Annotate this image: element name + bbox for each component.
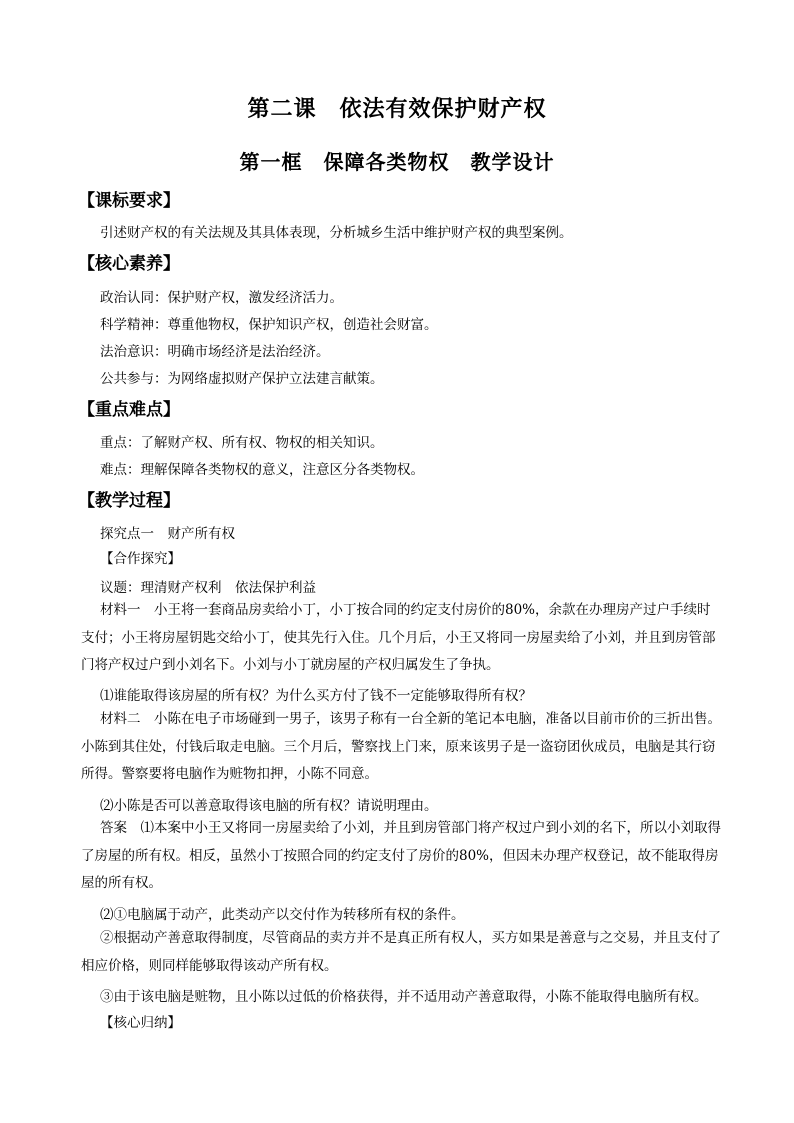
material-two-text: 材料二 小陈在电子市场碰到一男子，该男子称有一台全新的笔记本电脑，准备以目前市价的三折出售。小陈到其住处，付钱后取走电脑。三个月后，警察找上门来，原来该男子是一盗窃团伙成员，电脑是其行窃所得。警察要将电脑作为赃物扣押，小陈不同意。 — [81, 711, 721, 782]
section-heading-zhongdian: 【重点难点】 — [78, 400, 180, 420]
section-heading-kebiao: 【课标要求】 — [78, 191, 180, 211]
question-two: ⑵小陈是否可以善意取得该电脑的所有权？请说明理由。 — [100, 798, 438, 814]
answer-point-one: ⑵①电脑属于动产，此类动产以交付作为转移所有权的条件。 — [100, 907, 465, 923]
document-subtitle: 第一框 保障各类物权 教学设计 — [239, 150, 555, 174]
answer-point-three: ③由于该电脑是赃物，且小陈以过低的价格获得，并不适用动产善意取得，小陈不能取得电脑所有权。 — [100, 989, 708, 1005]
explore-point: 探究点一 财产所有权 — [100, 526, 235, 542]
answer-point-two: ②根据动产善意取得制度，尽管商品的卖方并不是真正所有权人，买方如果是善意与之交易，并且支付了相应价格，则同样能够取得该动产所有权。 — [81, 930, 721, 974]
zhongdian-item: 重点：了解财产权、所有权、物权的相关知识。 — [100, 435, 384, 451]
question-one: ⑴谁能取得该房屋的所有权？为什么买方付了钱不一定能够取得所有权？ — [100, 688, 532, 704]
hexin-item: 科学精神：尊重他物权，保护知识产权，创造社会财富。 — [100, 317, 438, 333]
answer-point-two-paragraph — [81, 925, 721, 980]
answer-paragraph — [81, 815, 721, 898]
guina-heading: 【核心归纳】 — [100, 1015, 181, 1031]
hexin-item: 法治意识：明确市场经济是法治经济。 — [100, 344, 330, 360]
answer-text: 答案 ⑴本案中小王又将同一房屋卖给了小刘，并且到房管部门将产权过户到小刘的名下，所以小刘取得了房屋的所有权。相反，虽然小丁按照合同的约定支付了房价的80%，但因未办理产权登记，故不能取得房屋的所有权。 — [81, 820, 721, 891]
hexin-item: 公共参与：为网络虚拟财产保护立法建言献策。 — [100, 371, 384, 387]
hexin-item: 政治认同：保护财产权，激发经济活力。 — [100, 290, 343, 306]
material-one-text: 材料一 小王将一套商品房卖给小丁，小丁按合同的约定支付房价的80%，余款在办理房产过户手续时支付；小王将房屋钥匙交给小丁，使其先行入住。几个月后，小王又将同一房屋卖给了小刘，并且到房管部门将产权过户到小刘名下。小刘与小丁就房屋的产权归属发生了争执。 — [81, 602, 716, 673]
section-heading-hexin: 【核心素养】 — [78, 254, 180, 274]
section-heading-guocheng: 【教学过程】 — [78, 491, 180, 511]
material-one-paragraph — [81, 597, 721, 680]
hezuo-heading: 【合作探究】 — [100, 551, 181, 567]
zhongdian-item: 难点：理解保障各类物权的意义，注意区分各类物权。 — [100, 462, 424, 478]
kebiao-text: 引述财产权的有关法规及其具体表现，分析城乡生活中维护财产权的典型案例。 — [100, 225, 573, 241]
material-two-paragraph — [81, 706, 721, 789]
yiti-text: 议题：理清财产权利 依法保护利益 — [100, 580, 316, 596]
document-title: 第二课 依法有效保护财产权 — [247, 96, 547, 122]
